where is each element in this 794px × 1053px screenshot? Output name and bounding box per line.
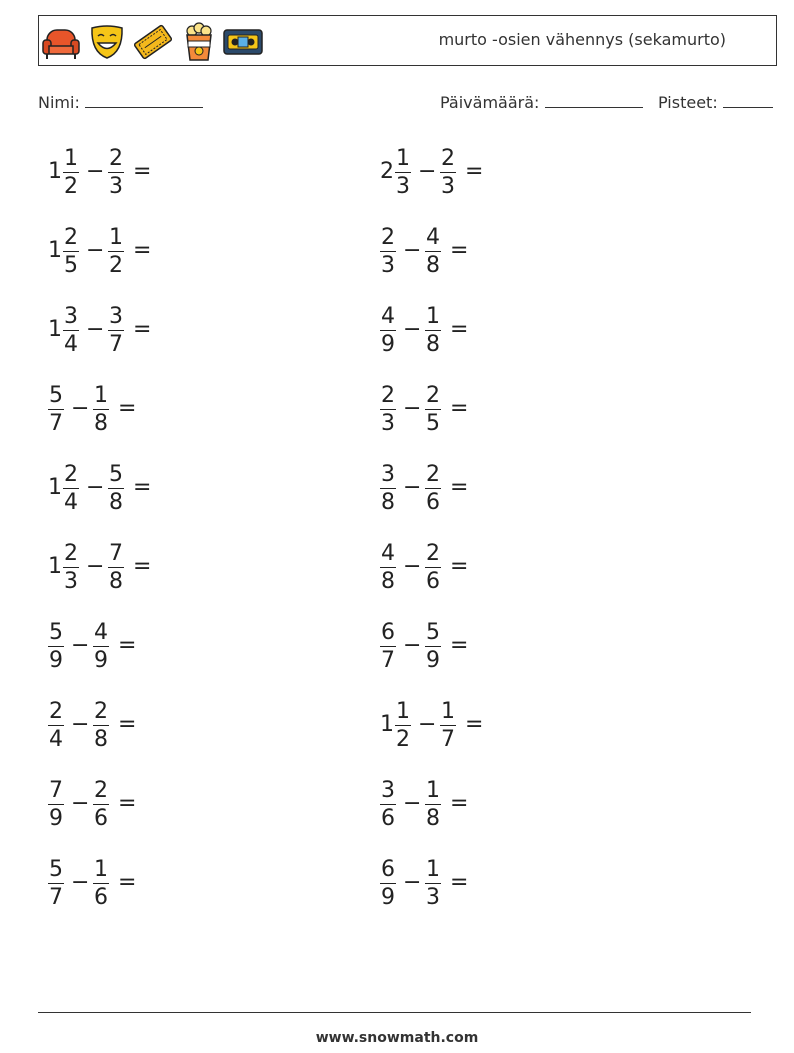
second-fraction — [425, 619, 441, 674]
minus-operator: − — [86, 317, 105, 342]
first-fraction — [395, 145, 411, 200]
numerator: 2 — [94, 699, 108, 724]
equals-sign: = — [118, 870, 137, 895]
equals-sign: = — [465, 159, 484, 184]
numerator: 2 — [381, 225, 395, 250]
minus-operator: − — [86, 554, 105, 579]
name-line — [85, 93, 203, 108]
denominator: 7 — [109, 332, 123, 357]
denominator: 6 — [94, 806, 108, 831]
numerator: 1 — [109, 225, 123, 250]
numerator: 5 — [109, 462, 123, 487]
first-fraction — [380, 224, 396, 279]
denominator: 9 — [49, 806, 63, 831]
numerator: 2 — [381, 383, 395, 408]
second-fraction — [108, 224, 124, 279]
denominator: 7 — [49, 411, 63, 436]
numerator: 2 — [426, 462, 440, 487]
first-fraction — [63, 540, 79, 595]
numerator: 5 — [426, 620, 440, 645]
equals-sign: = — [465, 712, 484, 737]
first-fraction — [380, 777, 396, 832]
second-fraction — [425, 224, 441, 279]
denominator: 9 — [381, 885, 395, 910]
equals-sign: = — [118, 396, 137, 421]
first-fraction — [380, 619, 396, 674]
second-fraction — [425, 777, 441, 832]
numerator: 2 — [109, 146, 123, 171]
minus-operator: − — [403, 791, 422, 816]
denominator: 6 — [426, 490, 440, 515]
denominator: 9 — [49, 648, 63, 673]
second-fraction — [93, 777, 109, 832]
second-fraction — [93, 698, 109, 753]
denominator: 2 — [109, 253, 123, 278]
minus-operator: − — [403, 554, 422, 579]
minus-operator: − — [86, 475, 105, 500]
denominator: 3 — [109, 174, 123, 199]
cinema-ticket-icon — [133, 22, 173, 62]
denominator: 2 — [396, 727, 410, 752]
denominator: 8 — [426, 253, 440, 278]
numerator: 1 — [426, 778, 440, 803]
worksheet-title: murto -osien vähennys (sekamurto) — [438, 30, 726, 49]
numerator: 7 — [109, 541, 123, 566]
denominator: 6 — [426, 569, 440, 594]
score-field[interactable] — [658, 93, 773, 112]
equals-sign: = — [133, 554, 152, 579]
numerator: 2 — [426, 383, 440, 408]
equals-sign: = — [133, 159, 152, 184]
whole-number: 2 — [380, 159, 394, 184]
equals-sign: = — [450, 475, 469, 500]
numerator: 4 — [381, 541, 395, 566]
denominator: 8 — [381, 490, 395, 515]
numerator: 1 — [396, 699, 410, 724]
minus-operator: − — [86, 159, 105, 184]
equals-sign: = — [450, 791, 469, 816]
numerator: 2 — [64, 541, 78, 566]
equals-sign: = — [133, 238, 152, 263]
first-fraction — [48, 856, 64, 911]
denominator: 8 — [94, 411, 108, 436]
minus-operator: − — [403, 317, 422, 342]
numerator: 4 — [94, 620, 108, 645]
denominator: 4 — [64, 332, 78, 357]
numerator: 5 — [49, 857, 63, 882]
equals-sign: = — [133, 475, 152, 500]
denominator: 3 — [381, 253, 395, 278]
second-fraction — [108, 145, 124, 200]
minus-operator: − — [71, 712, 90, 737]
popcorn-icon — [179, 22, 219, 62]
numerator: 3 — [109, 304, 123, 329]
header-box — [38, 15, 777, 66]
numerator: 2 — [94, 778, 108, 803]
second-fraction — [425, 461, 441, 516]
equals-sign: = — [450, 317, 469, 342]
first-fraction — [63, 224, 79, 279]
second-fraction — [425, 303, 441, 358]
second-fraction — [93, 382, 109, 437]
armchair-icon — [41, 22, 81, 62]
second-fraction — [93, 619, 109, 674]
denominator: 3 — [64, 569, 78, 594]
numerator: 2 — [64, 462, 78, 487]
whole-number: 1 — [48, 159, 62, 184]
numerator: 1 — [426, 857, 440, 882]
numerator: 1 — [396, 146, 410, 171]
numerator: 2 — [426, 541, 440, 566]
denominator: 6 — [94, 885, 108, 910]
numerator: 1 — [441, 699, 455, 724]
footer-divider — [38, 1012, 751, 1013]
denominator: 7 — [381, 648, 395, 673]
whole-number: 1 — [48, 554, 62, 579]
equals-sign: = — [450, 396, 469, 421]
first-fraction — [380, 856, 396, 911]
denominator: 8 — [109, 569, 123, 594]
denominator: 8 — [381, 569, 395, 594]
second-fraction — [108, 540, 124, 595]
minus-operator: − — [86, 238, 105, 263]
whole-number: 1 — [48, 317, 62, 342]
numerator: 7 — [49, 778, 63, 803]
first-fraction — [63, 303, 79, 358]
denominator: 9 — [94, 648, 108, 673]
first-fraction — [395, 698, 411, 753]
numerator: 2 — [64, 225, 78, 250]
videotape-icon — [223, 22, 263, 62]
numerator: 2 — [49, 699, 63, 724]
numerator: 6 — [381, 857, 395, 882]
denominator: 8 — [426, 332, 440, 357]
equals-sign: = — [118, 712, 137, 737]
minus-operator: − — [403, 238, 422, 263]
denominator: 6 — [381, 806, 395, 831]
second-fraction — [93, 856, 109, 911]
second-fraction — [425, 856, 441, 911]
denominator: 7 — [49, 885, 63, 910]
first-fraction — [63, 145, 79, 200]
denominator: 8 — [109, 490, 123, 515]
numerator: 3 — [381, 778, 395, 803]
whole-number: 1 — [48, 238, 62, 263]
minus-operator: − — [418, 712, 437, 737]
denominator: 4 — [49, 727, 63, 752]
first-fraction — [380, 461, 396, 516]
score-label: Pisteet: — [658, 93, 718, 112]
first-fraction — [380, 540, 396, 595]
numerator: 1 — [426, 304, 440, 329]
whole-number: 1 — [380, 712, 394, 737]
first-fraction — [48, 382, 64, 437]
denominator: 8 — [426, 806, 440, 831]
equals-sign: = — [133, 317, 152, 342]
denominator: 8 — [94, 727, 108, 752]
date-label: Päivämäärä: — [440, 93, 540, 112]
minus-operator: − — [403, 633, 422, 658]
numerator: 3 — [64, 304, 78, 329]
first-fraction — [380, 382, 396, 437]
date-line — [545, 93, 643, 108]
minus-operator: − — [403, 475, 422, 500]
denominator: 5 — [64, 253, 78, 278]
numerator: 3 — [381, 462, 395, 487]
numerator: 5 — [49, 620, 63, 645]
equals-sign: = — [118, 791, 137, 816]
equals-sign: = — [450, 554, 469, 579]
numerator: 2 — [441, 146, 455, 171]
whole-number: 1 — [48, 475, 62, 500]
minus-operator: − — [403, 396, 422, 421]
denominator: 2 — [64, 174, 78, 199]
name-field[interactable] — [38, 93, 203, 112]
second-fraction — [108, 461, 124, 516]
minus-operator: − — [418, 159, 437, 184]
minus-operator: − — [71, 791, 90, 816]
denominator: 3 — [441, 174, 455, 199]
score-line — [723, 93, 773, 108]
minus-operator: − — [71, 396, 90, 421]
minus-operator: − — [403, 870, 422, 895]
denominator: 5 — [426, 411, 440, 436]
numerator: 4 — [426, 225, 440, 250]
second-fraction — [425, 540, 441, 595]
equals-sign: = — [450, 633, 469, 658]
second-fraction — [425, 382, 441, 437]
name-label: Nimi: — [38, 93, 80, 112]
denominator: 4 — [64, 490, 78, 515]
denominator: 9 — [381, 332, 395, 357]
first-fraction — [48, 619, 64, 674]
first-fraction — [48, 777, 64, 832]
equals-sign: = — [118, 633, 137, 658]
numerator: 1 — [94, 383, 108, 408]
second-fraction — [440, 145, 456, 200]
minus-operator: − — [71, 633, 90, 658]
minus-operator: − — [71, 870, 90, 895]
denominator: 9 — [426, 648, 440, 673]
first-fraction — [380, 303, 396, 358]
numerator: 1 — [64, 146, 78, 171]
denominator: 3 — [381, 411, 395, 436]
denominator: 7 — [441, 727, 455, 752]
denominator: 3 — [396, 174, 410, 199]
second-fraction — [108, 303, 124, 358]
numerator: 5 — [49, 383, 63, 408]
theater-mask-icon — [87, 22, 127, 62]
footer-url[interactable]: www.snowmath.com — [315, 1030, 479, 1046]
equals-sign: = — [450, 870, 469, 895]
numerator: 6 — [381, 620, 395, 645]
second-fraction — [440, 698, 456, 753]
equals-sign: = — [450, 238, 469, 263]
numerator: 4 — [381, 304, 395, 329]
first-fraction — [63, 461, 79, 516]
first-fraction — [48, 698, 64, 753]
date-field[interactable] — [440, 93, 643, 112]
numerator: 1 — [94, 857, 108, 882]
denominator: 3 — [426, 885, 440, 910]
